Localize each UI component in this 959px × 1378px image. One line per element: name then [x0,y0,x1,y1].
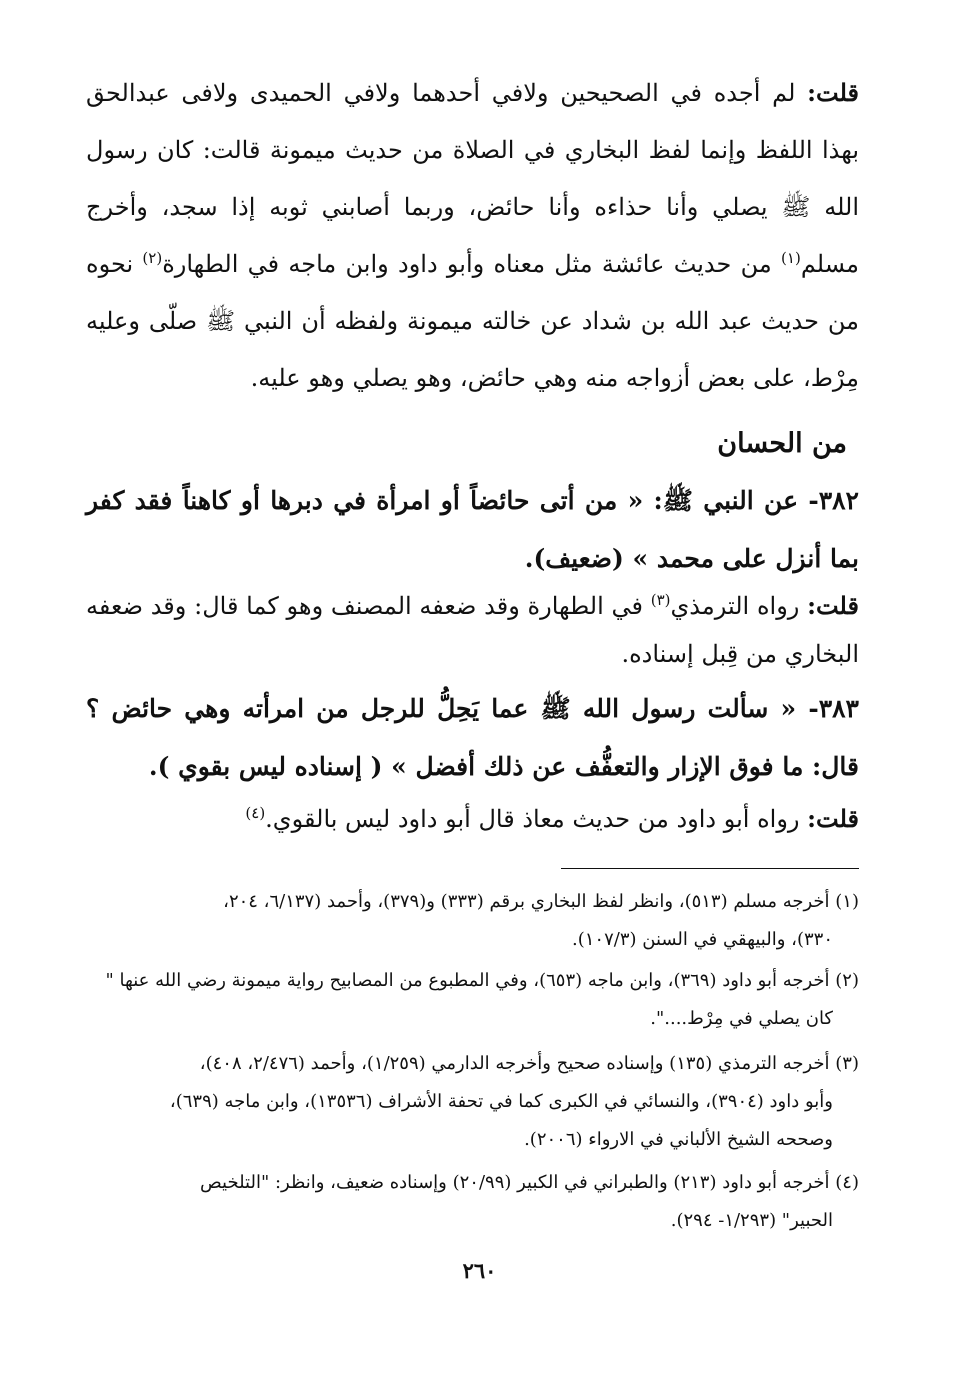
footnote-ref-1: (١) [781,249,801,267]
footnote-line: كان يصلي في مِرْط....". [650,1008,833,1029]
paragraph-text: لم أجده في الصحيحين ولافي أحدهما ولافي الحميدى ولافى عبدالحق بهذا اللفظ وإنما لفظ البخاري في الصلاة من حديث ميمونة قالت: كان رسول الله ﷺ يصلي وأنا حذاءه وأنا حائض، وربما أصابني ثوبه إذا سجد، وأخرج مسلم [86,79,859,278]
hadith-382: ٣٨٢- عن النبي ﷺ: « من أتى حائضاً أو امرأة في دبرها أو كاهناً فقد كفر بما أنزل على محمد » (ضعيف). [86,486,859,573]
footnote-line: ٣٣٠)، والبيهقي في السنن (١٠٧/٣). [572,929,833,950]
qult-label: قلت: [807,591,859,620]
paragraph-text: رواه أبو داود من حديث معاذ قال أبو داود ليس بالقوي. [265,805,800,833]
footnote-line: (٢) أخرجه أبو داود (٣٦٩)، وابن ماجه (٦٥٣)، وفي المطبوع من المصابيح رواية ميمونة رضي الله عنها " [105,970,859,991]
footnote-3 [86,1045,859,1159]
footnote-ref-3: (٣) [650,591,671,609]
paragraph-commentary-1 [86,64,859,407]
page-number: ٢٦٠ [462,1258,497,1283]
qult-label: قلت: [807,804,859,833]
paragraph-text: رواه الترمذي [670,592,800,620]
paragraph-commentary-2 [86,582,859,678]
footnote-line: (٤) أخرجه أبو داود (٢١٣) والطبراني في الكبير (٢٠/٩٩) وإسناده ضعيف، وانظر: "التلخيص [200,1172,859,1193]
footnote-line: وأبو داود (٣٩٠٤)، والنسائي في الكبرى كما في تحفة الأشراف (١٣٥٣٦)، وابن ماجه (٦٣٩)، [169,1091,833,1112]
paragraph-text: في الطهارة وقد ضعفه المصنف وهو كما قال: وقد ضعفه البخاري من قِبل إسناده. [86,592,859,668]
footnote-line: (١) أخرجه مسلم (٥١٣)، وانظر لفظ البخاري برقم (٣٣٣) و(٣٧٩)، وأحمد (٦/١٣٧، ٢٠٤، [223,891,859,912]
footnote-1 [86,883,859,959]
footnote-ref-2: (٢) [142,249,163,267]
paragraph-text: نحوه من حديث عبد الله بن شداد عن خالته ميمونة ولفظه أن النبي ﷺ صلّى وعليه مِرْط، على بعض أزواجه منه وهي حائض، وهو يصلي وهو عليه. [86,250,860,392]
footnote-line: الحبير" (١/٢٩٣- ٢٩٤). [670,1210,833,1231]
qult-label: قلت: [807,78,859,107]
footnote-4 [86,1164,859,1240]
paragraph-commentary-3 [86,790,859,848]
footnote-line: (٣) أخرجه الترمذي (١٣٥) وإسناده صحيح وأخرجه الدارمي (١/٢٥٩)، وأحمد (٢/٤٧٦، ٤٠٨)، [199,1053,859,1074]
paragraph-text: من حديث عائشة مثل معناه وأبو داود وابن ماجه في الطهارة [162,250,772,278]
hadith-383: ٣٨٣- « سألت رسول الله ﷺ عما يَحِلُّ للرجل من امرأته وهي حائض ؟ قال: ما فوق الإزار والتعفُّف عن ذلك أفضل » ( إسناده ليس بقوي ). [86,694,859,781]
footnote-2 [86,962,859,1038]
footnote-divider [561,868,859,869]
footnote-line: وصححه الشيخ الألباني في الارواء (٢٠٠٦). [524,1129,833,1150]
footnote-ref-4: (٤) [245,804,266,822]
section-heading: من الحسان [717,428,847,459]
